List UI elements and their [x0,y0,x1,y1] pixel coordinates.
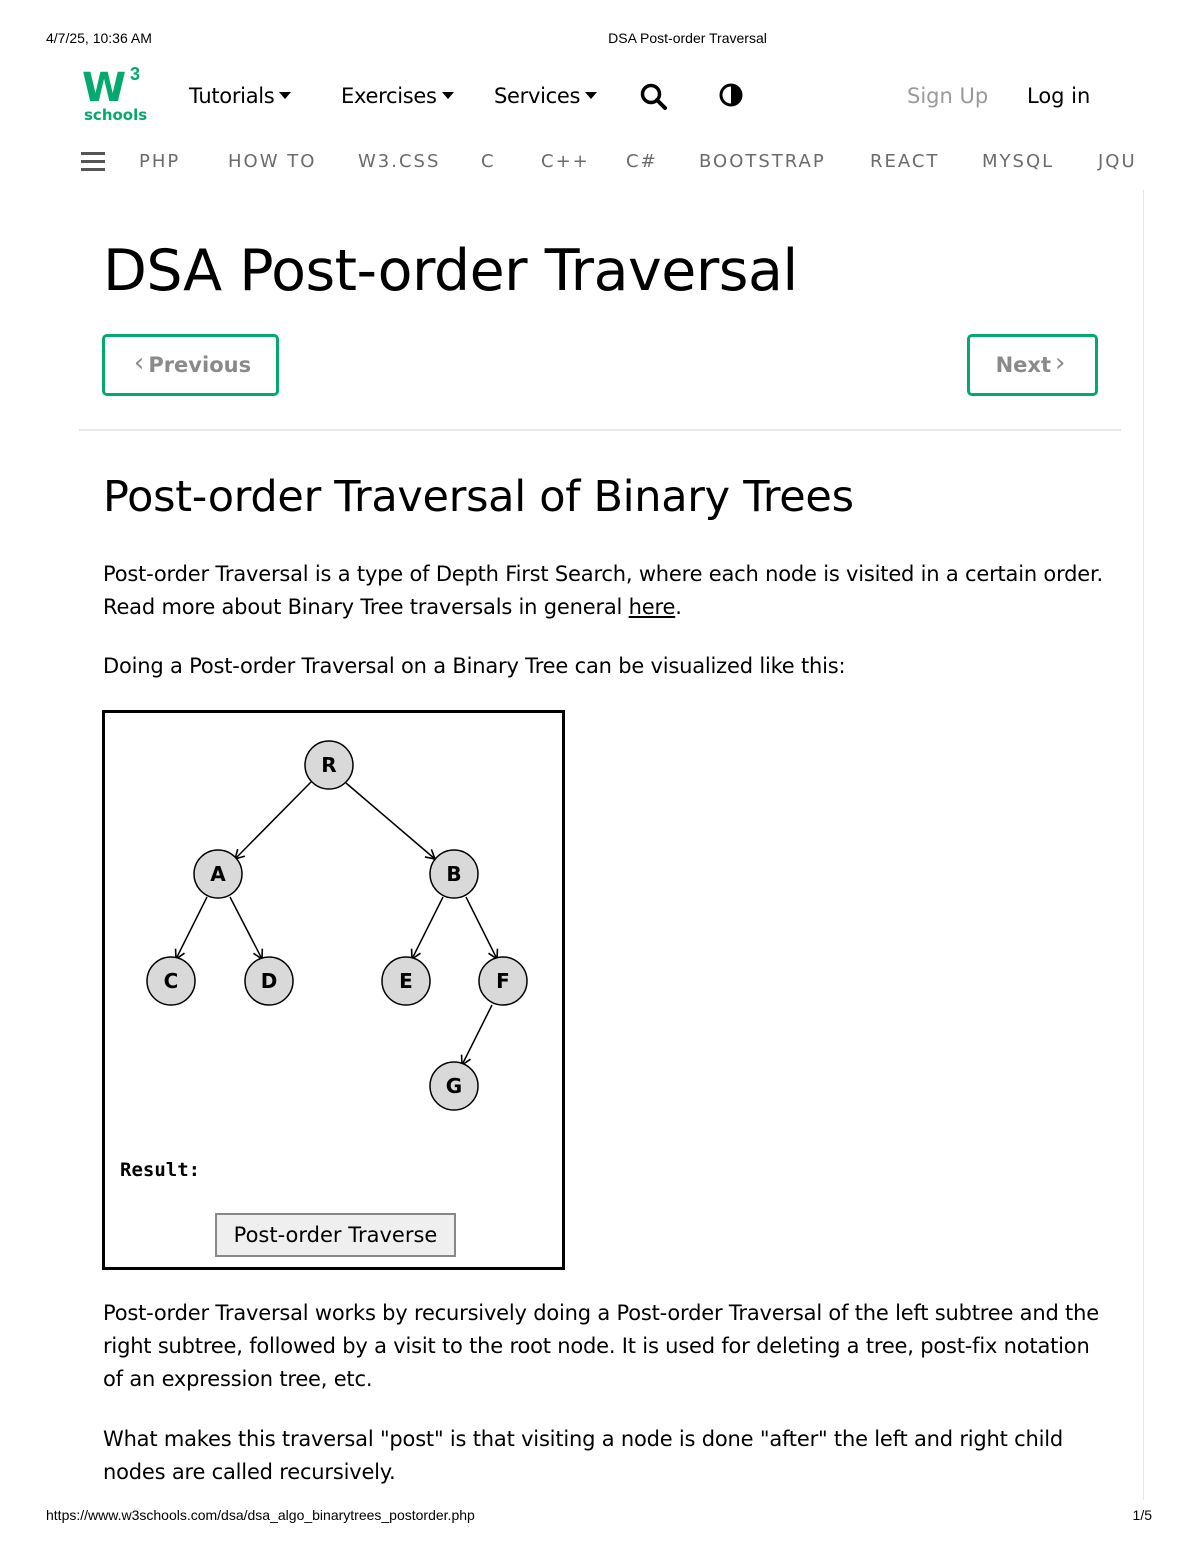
print-footer [0,1507,1200,1527]
tree-node-b [430,850,478,898]
page-title: DSA Post-order Traversal [103,238,798,304]
subnav-item-mysql[interactable]: MYSQL [982,151,1055,172]
w3schools-logo[interactable] [82,64,148,128]
node-label-b: B [446,862,462,886]
tree-node-d [245,957,293,1005]
menu-icon[interactable] [81,152,105,172]
subnav-item-c[interactable]: C [481,151,496,172]
print-header [0,30,1200,50]
previous-label: Previous [148,353,252,377]
node-label-f: F [496,969,510,993]
print-url: https://www.w3schools.com/dsa/dsa_algo_binarytrees_postorder.php [46,1507,475,1523]
nav-services-label: Services [494,84,581,108]
print-doc-title: DSA Post-order Traversal [608,30,767,46]
subnav-item-cpp[interactable]: C++ [541,151,590,172]
caret-down-icon [585,92,597,99]
node-label-a: A [210,862,226,886]
here-link[interactable]: here [628,595,676,619]
node-label-e: E [399,969,413,993]
subnav-item-jquery[interactable]: JQU [1098,151,1137,172]
postorder-traverse-button[interactable]: Post-order Traverse [215,1213,456,1257]
logo-mark: W [82,65,125,111]
intro-text: Post-order Traversal is a type of Depth First Search, where each node is visited in a certain order. Read more about Binary Tree traversals in general [103,562,1103,619]
caret-down-icon [279,92,291,99]
subnav-item-w3css[interactable]: W3.CSS [358,151,441,172]
tree-node-g [430,1062,478,1110]
section-title: Post-order Traversal of Binary Trees [103,472,854,522]
traversal-visualization [102,710,565,1270]
edge-a-d [230,897,262,959]
nav-tutorials-label: Tutorials [189,84,275,108]
next-label: Next [995,353,1051,377]
visualize-paragraph: Doing a Post-order Traversal on a Binary Tree can be visualized like this: [103,654,846,678]
edge-b-e [412,897,443,959]
binary-tree-svg [105,713,562,1267]
edge-a-c [176,897,207,959]
tree-node-a [194,850,242,898]
nav-exercises[interactable] [341,84,454,108]
nav-exercises-label: Exercises [341,84,437,108]
edge-b-f [466,897,497,959]
subnav-item-howto[interactable]: HOW TO [228,151,317,172]
nav-tutorials[interactable] [189,84,291,108]
explanation-paragraph: Post-order Traversal works by recursively doing a Post-order Traversal of the left subtree and the right subtree, followed by a visit to the root node. It is used for deleting a tree, post-fix notation of an expression tree, etc. [103,1301,1099,1391]
logo-superscript: 3 [130,64,141,84]
print-page-number: 1/5 [1132,1507,1152,1523]
edge-r-a [235,781,312,859]
subnav-item-php[interactable]: PHP [139,151,181,172]
caret-down-icon [442,92,454,99]
contrast-icon[interactable] [718,82,748,112]
subnav-item-csharp[interactable]: C# [626,151,658,172]
node-label-g: G [445,1074,463,1098]
tree-nodes [147,741,527,1110]
edge-f-g [462,1005,492,1065]
tree-edges [176,781,497,1065]
subnav-item-react[interactable]: REACT [870,151,940,172]
result-label: Result: [120,1159,201,1181]
nav-services[interactable] [494,84,597,108]
signup-link[interactable]: Sign Up [907,84,989,108]
subnav-item-bootstrap[interactable]: BOOTSTRAP [699,151,826,172]
tree-node-e [382,957,430,1005]
edge-r-b [346,783,435,859]
tree-node-f [479,957,527,1005]
tree-node-c [147,957,195,1005]
login-link[interactable]: Log in [1027,84,1091,108]
intro-text-end: . [675,595,682,619]
node-label-c: C [163,969,179,993]
chevron-right-icon: › [1055,348,1066,378]
node-label-r: R [321,753,337,777]
tree-node-r [305,741,353,789]
intro-paragraph [103,558,1103,624]
content-border [1143,190,1144,1500]
node-label-d: D [260,969,278,993]
search-icon[interactable] [639,82,669,112]
divider [79,429,1121,431]
print-date: 4/7/25, 10:36 AM [46,30,152,46]
post-meaning-paragraph: What makes this traversal "post" is that visiting a node is done "after" the left and right child nodes are called recursively. [103,1427,1064,1484]
logo-text: schools [84,106,148,124]
next-button[interactable] [967,334,1098,396]
previous-button[interactable] [102,334,279,396]
chevron-left-icon: ‹ [133,348,145,378]
